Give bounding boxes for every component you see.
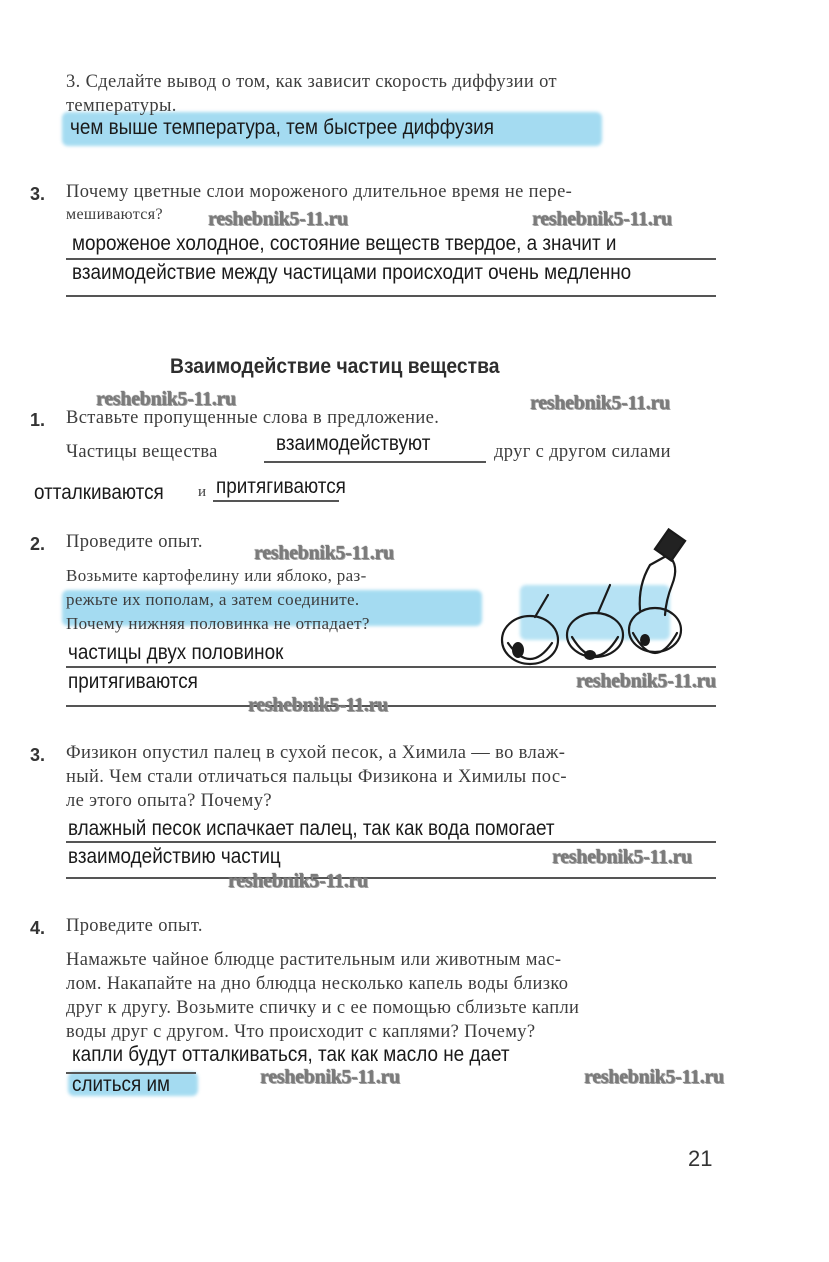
blank-1-underline xyxy=(264,461,486,463)
task-2-line2: режьте их пополам, а затем соедините. xyxy=(66,590,360,609)
task-number: 4. xyxy=(30,918,46,938)
task-4-line2: лом. Накапайте на дно блюдца несколько капель воды близко xyxy=(66,974,569,994)
watermark: reshebnik5-11.ru xyxy=(584,1066,724,1088)
blank-1-answer[interactable]: взаимодействуют xyxy=(276,432,431,455)
question-3a-line2: температуры. xyxy=(66,96,177,116)
task-2-answer-line1[interactable]: частицы двух половинок xyxy=(68,641,284,664)
task-2-instruction: Проведите опыт. xyxy=(66,532,203,552)
watermark: reshebnik5-11.ru xyxy=(552,846,692,868)
watermark: reshebnik5-11.ru xyxy=(96,388,236,410)
task-3-line2: ный. Чем стали отличаться пальцы Физикона и Химилы пос- xyxy=(66,767,567,787)
question-3a-line1: 3. Сделайте вывод о том, как зависит скорость диффузии от xyxy=(66,72,557,92)
answer-underline xyxy=(66,666,716,668)
task-number: 1. xyxy=(30,410,46,430)
answer-underline xyxy=(66,705,716,707)
watermark: reshebnik5-11.ru xyxy=(208,208,348,230)
task-2-line3: Почему нижняя половинка не отпадает? xyxy=(66,614,370,633)
task-3-line3: ле этого опыта? Почему? xyxy=(66,791,272,811)
watermark: reshebnik5-11.ru xyxy=(576,670,716,692)
question-3b-line2: мешиваются? xyxy=(66,206,163,223)
answer-underline xyxy=(66,841,716,843)
question-3b-line1: Почему цветные слои мороженого длительное время не пере- xyxy=(66,182,573,202)
watermark: reshebnik5-11.ru xyxy=(260,1066,400,1088)
task-4-answer-line2[interactable]: слиться им xyxy=(72,1073,171,1096)
blank-2-answer[interactable]: отталкиваются xyxy=(34,481,164,504)
section-title: Взаимодействие частиц вещества xyxy=(170,355,500,378)
task-number: 2. xyxy=(30,534,46,554)
task-4-answer-line1[interactable]: капли будут отталкиваться, так как масло не дает xyxy=(72,1043,510,1066)
task-3-answer-line2[interactable]: взаимодействию частиц xyxy=(68,845,281,868)
answer-3a[interactable]: чем выше температура, тем быстрее диффузия xyxy=(70,116,494,139)
question-number: 3. xyxy=(30,184,46,204)
task-4-line3: друг к другу. Возьмите спичку и с ее помощью сблизьте капли xyxy=(66,998,580,1018)
watermark: reshebnik5-11.ru xyxy=(228,870,368,892)
answer-underline xyxy=(66,258,716,260)
task-4-line4: воды друг с другом. Что происходит с каплями? Почему? xyxy=(66,1022,536,1042)
answer-3b-line1[interactable]: мороженое холодное, состояние веществ твердое, а значит и xyxy=(72,232,617,255)
conjunction: и xyxy=(198,484,207,500)
task-2-line1: Возьмите картофелину или яблоко, раз- xyxy=(66,566,367,585)
watermark: reshebnik5-11.ru xyxy=(248,694,388,716)
answer-3b-line2[interactable]: взаимодействие между частицами происходит очень медленно xyxy=(72,261,632,284)
page-number: 21 xyxy=(688,1146,713,1171)
task-3-line1: Физикон опустил палец в сухой песок, а Химила — во влаж- xyxy=(66,743,566,763)
blank-3-answer[interactable]: притягиваются xyxy=(216,475,346,498)
answer-underline xyxy=(66,295,716,297)
question-number: 3. xyxy=(66,72,81,92)
task-3-answer-line1[interactable]: влажный песок испачкает палец, так как вода помогает xyxy=(68,817,555,840)
watermark: reshebnik5-11.ru xyxy=(530,392,670,414)
watermark: reshebnik5-11.ru xyxy=(254,542,394,564)
task-1-instruction: Вставьте пропущенные слова в предложение. xyxy=(66,408,440,428)
task-1-sentence-start: Частицы вещества xyxy=(66,442,218,462)
task-4-line1: Намажьте чайное блюдце растительным или животным мас- xyxy=(66,950,562,970)
answer-underline xyxy=(66,877,716,879)
task-4-instruction: Проведите опыт. xyxy=(66,916,203,936)
watermark: reshebnik5-11.ru xyxy=(532,208,672,230)
task-2-answer-line2[interactable]: притягиваются xyxy=(68,670,198,693)
task-number: 3. xyxy=(30,745,46,765)
task-1-sentence-middle: друг с другом силами xyxy=(494,442,671,462)
blank-3-underline xyxy=(213,500,339,502)
